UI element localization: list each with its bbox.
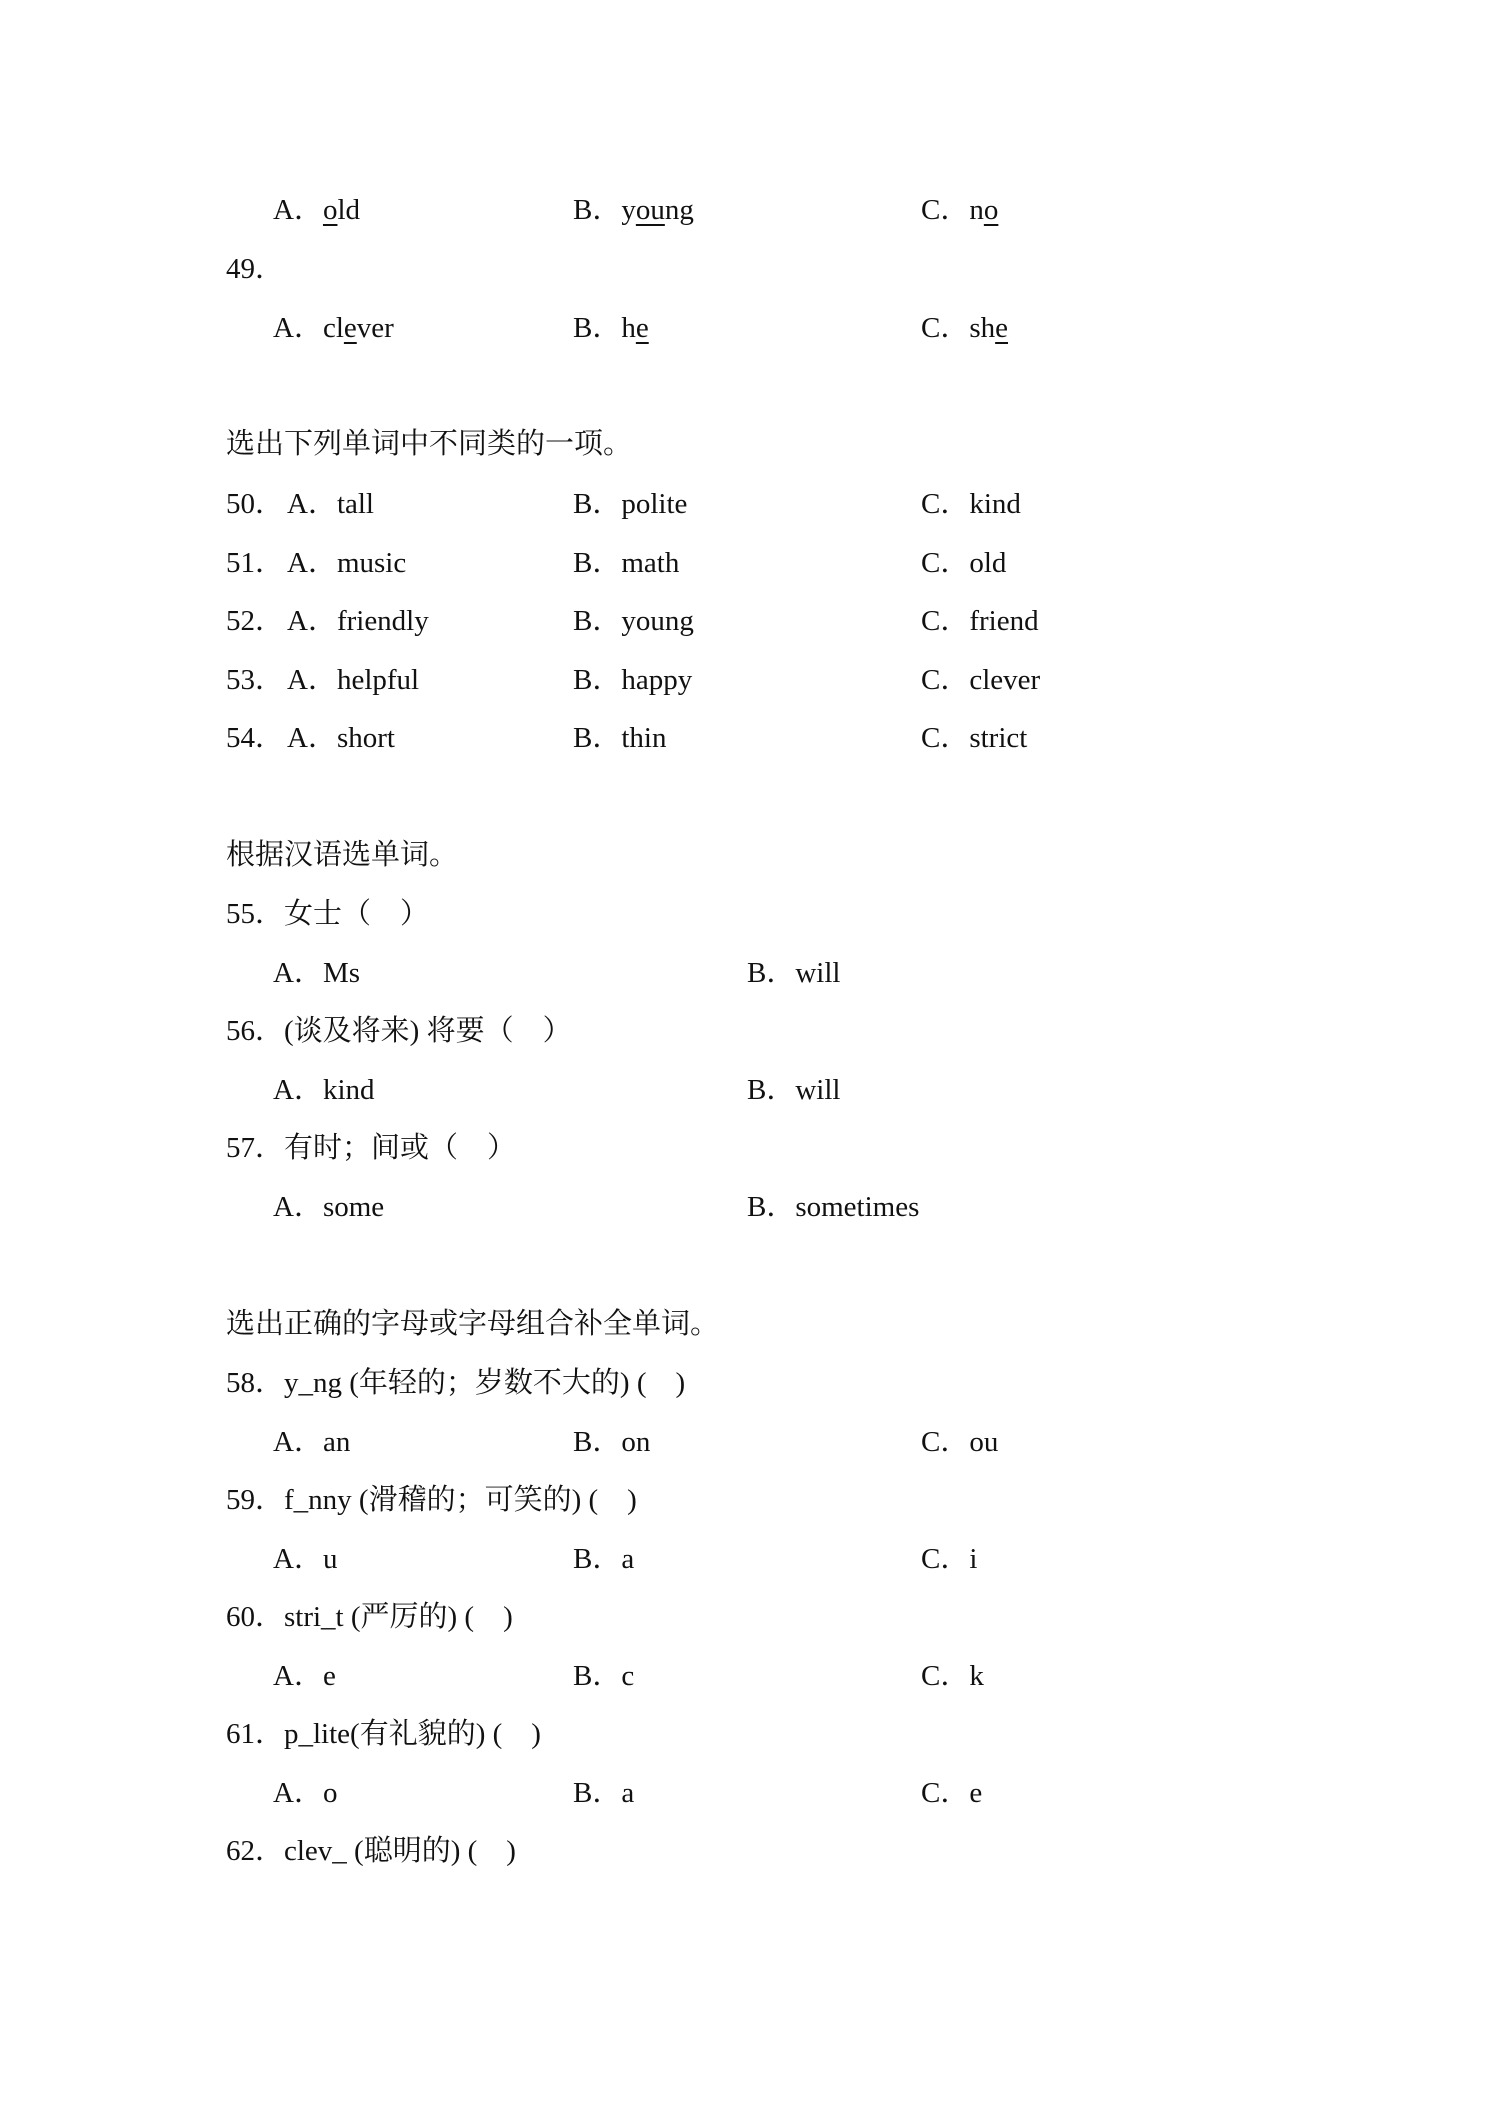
q53-number: 53． (226, 664, 285, 696)
q49-option-a: A．clever (273, 312, 394, 344)
q60-option-b: B．c (573, 1660, 635, 1692)
q51-option-a: A．music (287, 547, 407, 579)
q54-option-c: C．strict (921, 722, 1028, 754)
q51-option-c: C．old (921, 547, 1007, 579)
q49-option-c: C．she (921, 312, 1009, 344)
q62-stem: 62．clev_ (聪明的) ( ) (226, 1835, 516, 1867)
q52-option-b: B．young (573, 605, 694, 637)
q50-number: 50． (226, 488, 285, 520)
q61-option-b: B．a (573, 1777, 635, 1809)
q58-option-c: C．ou (921, 1426, 999, 1458)
q60-stem: 60．stri_t (严厉的) ( ) (226, 1601, 513, 1633)
q54-option-b: B．thin (573, 722, 667, 754)
q60-option-c: C．k (921, 1660, 984, 1692)
q52-option-a: A．friendly (287, 605, 429, 637)
q48-option-c: C．no (921, 194, 999, 226)
q61-option-a: A．o (273, 1777, 338, 1809)
q57-option-b: B．sometimes (747, 1191, 920, 1223)
q54-option-a: A．short (287, 722, 395, 754)
q59-stem: 59．f_nny (滑稽的；可笑的) ( ) (226, 1484, 637, 1516)
q58-option-a: A．an (273, 1426, 351, 1458)
q52-option-c: C．friend (921, 605, 1039, 637)
q50-option-b: B．polite (573, 488, 688, 520)
q58-stem: 58．y_ng (年轻的；岁数不大的) ( ) (226, 1367, 686, 1399)
q56-option-b: B．will (747, 1074, 841, 1106)
q53-option-a: A．helpful (287, 664, 420, 696)
q61-stem: 61．p_lite(有礼貌的) ( ) (226, 1718, 541, 1750)
q61-option-c: C．e (921, 1777, 983, 1809)
q52-number: 52． (226, 605, 285, 637)
section-title-chinese: 根据汉语选单词。 (226, 839, 459, 871)
q58-option-b: B．on (573, 1426, 651, 1458)
q50-option-c: C．kind (921, 488, 1021, 520)
q59-option-c: C．i (921, 1543, 978, 1575)
q50-option-a: A．tall (287, 488, 374, 520)
q53-option-b: B．happy (573, 664, 693, 696)
q57-stem: 57．有时；间或（ ） (226, 1132, 517, 1164)
q55-option-b: B．will (747, 957, 841, 989)
q59-option-b: B．a (573, 1543, 635, 1575)
section-title-letters: 选出正确的字母或字母组合补全单词。 (226, 1308, 720, 1340)
q57-option-a: A．some (273, 1191, 385, 1223)
q56-stem: 56．(谈及将来) 将要（ ） (226, 1015, 572, 1047)
q49-option-b: B．he (573, 312, 649, 344)
q49-number: 49． (226, 253, 285, 285)
q51-number: 51． (226, 547, 285, 579)
section-title-odd-one-out: 选出下列单词中不同类的一项。 (226, 428, 633, 460)
q55-stem: 55．女士（ ） (226, 898, 430, 930)
q54-number: 54． (226, 722, 285, 754)
q53-option-c: C．clever (921, 664, 1041, 696)
q60-option-a: A．e (273, 1660, 336, 1692)
q48-option-a: A．old (273, 194, 361, 226)
q56-option-a: A．kind (273, 1074, 375, 1106)
q59-option-a: A．u (273, 1543, 338, 1575)
q48-option-b: B．young (573, 194, 694, 226)
q55-option-a: A．Ms (273, 957, 361, 989)
q51-option-b: B．math (573, 547, 680, 579)
